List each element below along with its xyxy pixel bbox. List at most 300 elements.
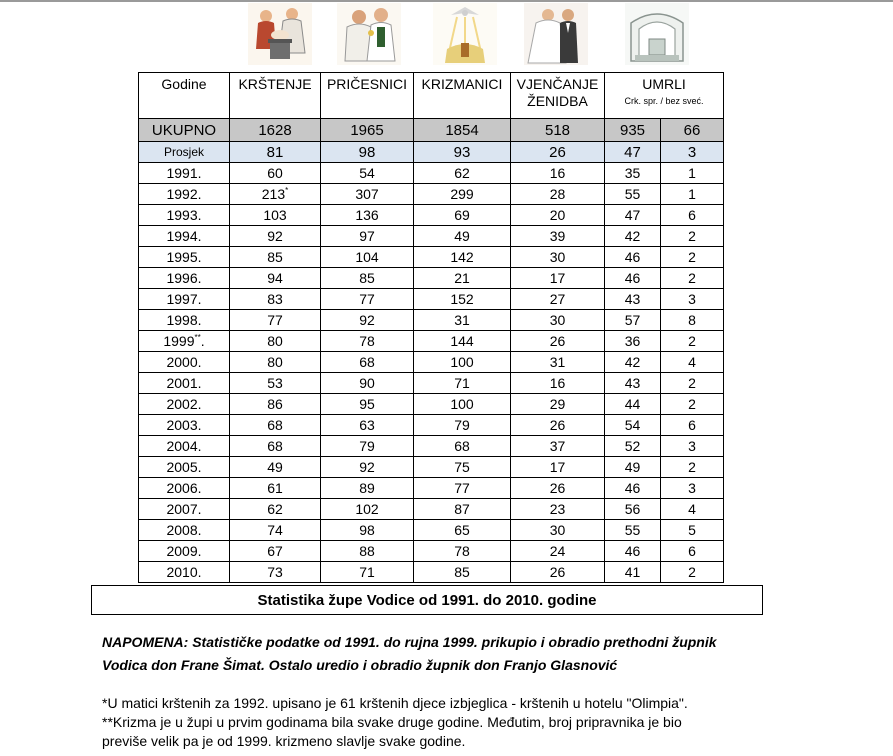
value-text: 26 xyxy=(549,417,566,433)
table-row xyxy=(139,520,724,541)
value-text: 21 xyxy=(454,270,470,286)
value-cell xyxy=(605,247,661,268)
year-label: 1992. xyxy=(166,186,202,202)
value-cell xyxy=(605,562,661,583)
value-cell xyxy=(414,499,511,520)
value-text: 3 xyxy=(688,438,696,454)
value-cell xyxy=(321,247,414,268)
average-cell: 98 xyxy=(321,142,414,163)
value-cell xyxy=(605,226,661,247)
year-cell xyxy=(139,352,230,373)
column-header-krstenje: KRŠTENJE xyxy=(230,73,321,119)
napomena-note xyxy=(102,631,802,677)
year-cell xyxy=(139,268,230,289)
average-cell: 47 xyxy=(605,142,661,163)
value-cell xyxy=(414,520,511,541)
value-text: 36 xyxy=(624,333,641,349)
value-text: 79 xyxy=(454,417,470,433)
value-text: 55 xyxy=(624,186,641,202)
totals-cell: 518 xyxy=(511,119,605,142)
year-suffix: . xyxy=(200,333,205,349)
value-text: 63 xyxy=(359,417,375,433)
table-row xyxy=(139,541,724,562)
value-cell xyxy=(230,373,321,394)
value-text: 68 xyxy=(267,417,283,433)
year-cell xyxy=(139,226,230,247)
value-text: 79 xyxy=(359,438,375,454)
value-footnote-mark: * xyxy=(285,186,289,195)
year-cell xyxy=(139,394,230,415)
column-header-umrli-label: UMRLI xyxy=(642,76,686,92)
first-communion-icon xyxy=(337,3,401,65)
value-cell xyxy=(605,310,661,331)
table-row xyxy=(139,310,724,331)
value-cell xyxy=(511,310,605,331)
value-cell xyxy=(321,289,414,310)
value-cell xyxy=(605,373,661,394)
table-row xyxy=(139,373,724,394)
footnotes xyxy=(102,694,782,751)
year-label: 1999 xyxy=(163,333,195,349)
value-cell xyxy=(414,247,511,268)
average-cell: 81 xyxy=(230,142,321,163)
value-cell xyxy=(321,226,414,247)
value-text: 60 xyxy=(267,165,283,181)
value-cell xyxy=(321,163,414,184)
footnote-1: *U matici krštenih za 1992. upisano je 61 krštenih djece izbjeglica - krštenih u hotelu "Olimpia". xyxy=(102,695,688,711)
confirmation-icon xyxy=(433,3,497,65)
value-text: 23 xyxy=(549,501,566,517)
value-cell xyxy=(661,184,724,205)
value-text: 73 xyxy=(267,564,283,580)
value-cell xyxy=(230,163,321,184)
year-label: 1993. xyxy=(166,207,202,223)
value-text: 78 xyxy=(454,543,470,559)
value-cell xyxy=(605,268,661,289)
value-text: 28 xyxy=(549,186,566,202)
year-cell xyxy=(139,310,230,331)
value-cell xyxy=(661,394,724,415)
value-text: 46 xyxy=(624,480,641,496)
value-text: 26 xyxy=(549,564,566,580)
value-cell xyxy=(414,268,511,289)
value-text: 80 xyxy=(267,354,283,370)
year-label: 2007. xyxy=(166,501,202,517)
wedding-icon xyxy=(524,3,588,65)
value-text: 92 xyxy=(359,459,375,475)
value-cell xyxy=(605,499,661,520)
value-text: 53 xyxy=(267,375,283,391)
value-text: 24 xyxy=(549,543,566,559)
value-cell xyxy=(661,373,724,394)
value-cell xyxy=(321,310,414,331)
value-cell xyxy=(605,205,661,226)
year-cell xyxy=(139,478,230,499)
value-text: 8 xyxy=(688,312,696,328)
value-cell xyxy=(230,289,321,310)
value-text: 17 xyxy=(549,459,566,475)
value-cell xyxy=(321,541,414,562)
value-cell xyxy=(661,331,724,352)
value-text: 37 xyxy=(549,438,566,454)
value-text: 2 xyxy=(688,459,696,475)
value-cell xyxy=(661,205,724,226)
value-cell xyxy=(605,541,661,562)
value-text: 100 xyxy=(450,354,474,370)
value-cell xyxy=(321,415,414,436)
value-cell xyxy=(661,352,724,373)
value-text: 88 xyxy=(359,543,375,559)
value-cell xyxy=(230,415,321,436)
value-cell xyxy=(511,499,605,520)
value-cell xyxy=(230,268,321,289)
value-text: 95 xyxy=(359,396,375,412)
value-cell xyxy=(605,163,661,184)
value-cell xyxy=(321,184,414,205)
value-cell xyxy=(230,499,321,520)
year-label: 1996. xyxy=(166,270,202,286)
value-text: 49 xyxy=(624,459,641,475)
column-header-umrli xyxy=(605,73,724,119)
value-cell xyxy=(414,163,511,184)
value-cell xyxy=(414,310,511,331)
value-cell xyxy=(321,352,414,373)
value-text: 213 xyxy=(261,186,286,202)
value-cell xyxy=(321,562,414,583)
funeral-chapel-icon xyxy=(625,3,689,65)
value-text: 65 xyxy=(454,522,470,538)
table-row xyxy=(139,562,724,583)
value-cell xyxy=(321,436,414,457)
average-cell: 93 xyxy=(414,142,511,163)
value-cell xyxy=(230,520,321,541)
average-cell: 26 xyxy=(511,142,605,163)
value-text: 30 xyxy=(549,522,566,538)
value-text: 77 xyxy=(454,480,470,496)
value-text: 307 xyxy=(355,186,379,202)
value-text: 68 xyxy=(454,438,470,454)
value-cell xyxy=(230,310,321,331)
value-text: 46 xyxy=(624,543,641,559)
value-cell xyxy=(414,457,511,478)
value-cell xyxy=(230,478,321,499)
value-text: 4 xyxy=(688,501,696,517)
value-cell xyxy=(511,394,605,415)
column-header-krizmanici: KRIZMANICI xyxy=(414,73,511,119)
value-cell xyxy=(414,478,511,499)
value-text: 44 xyxy=(624,396,641,412)
value-cell xyxy=(511,436,605,457)
value-cell xyxy=(661,310,724,331)
year-label: 1998. xyxy=(166,312,202,328)
year-label: 2010. xyxy=(166,564,202,580)
year-label: 1991. xyxy=(166,165,202,181)
value-text: 46 xyxy=(624,249,641,265)
table-row xyxy=(139,205,724,226)
table-row xyxy=(139,289,724,310)
value-cell xyxy=(511,520,605,541)
value-text: 98 xyxy=(359,522,375,538)
value-cell xyxy=(414,205,511,226)
value-text: 68 xyxy=(359,354,375,370)
year-label: 2005. xyxy=(166,459,202,475)
value-cell xyxy=(321,478,414,499)
value-text: 6 xyxy=(688,543,696,559)
value-cell xyxy=(230,184,321,205)
value-cell xyxy=(511,247,605,268)
average-label: Prosjek xyxy=(139,142,230,163)
value-text: 47 xyxy=(624,207,641,223)
value-cell xyxy=(230,226,321,247)
value-text: 49 xyxy=(267,459,283,475)
value-text: 39 xyxy=(549,228,566,244)
value-text: 85 xyxy=(454,564,470,580)
value-cell xyxy=(321,394,414,415)
statistics-table xyxy=(138,72,724,583)
year-label: 2003. xyxy=(166,417,202,433)
value-text: 31 xyxy=(549,354,566,370)
value-cell xyxy=(414,331,511,352)
year-label: 2009. xyxy=(166,543,202,559)
value-cell xyxy=(230,541,321,562)
value-text: 2 xyxy=(688,228,696,244)
table-row xyxy=(139,457,724,478)
value-text: 56 xyxy=(624,501,641,517)
value-cell xyxy=(414,289,511,310)
value-text: 46 xyxy=(624,270,641,286)
value-text: 52 xyxy=(624,438,641,454)
value-cell xyxy=(661,415,724,436)
value-text: 2 xyxy=(688,375,696,391)
value-text: 62 xyxy=(454,165,470,181)
value-text: 94 xyxy=(267,270,283,286)
table-row xyxy=(139,394,724,415)
value-cell xyxy=(511,331,605,352)
value-text: 71 xyxy=(454,375,470,391)
value-text: 2 xyxy=(688,249,696,265)
table-row xyxy=(139,436,724,457)
napomena-line-1: NAPOMENA: Statističke podatke od 1991. do rujna 1999. prikupio i obradio prethodni župnik xyxy=(102,634,717,650)
value-cell xyxy=(230,436,321,457)
value-text: 26 xyxy=(549,333,566,349)
table-caption: Statistika župe Vodice od 1991. do 2010. godine xyxy=(91,585,763,615)
value-cell xyxy=(230,394,321,415)
value-text: 2 xyxy=(688,333,696,349)
value-cell xyxy=(321,457,414,478)
value-text: 27 xyxy=(549,291,566,307)
value-text: 85 xyxy=(359,270,375,286)
value-text: 67 xyxy=(267,543,283,559)
value-text: 29 xyxy=(549,396,566,412)
value-text: 2 xyxy=(688,270,696,286)
value-cell xyxy=(321,331,414,352)
value-cell xyxy=(661,268,724,289)
value-text: 78 xyxy=(359,333,375,349)
value-cell xyxy=(605,457,661,478)
value-text: 77 xyxy=(359,291,375,307)
value-cell xyxy=(511,562,605,583)
value-text: 85 xyxy=(267,249,283,265)
value-cell xyxy=(661,457,724,478)
totals-cell: 1854 xyxy=(414,119,511,142)
year-label: 2006. xyxy=(166,480,202,496)
value-cell xyxy=(230,205,321,226)
value-cell xyxy=(321,499,414,520)
value-cell xyxy=(511,226,605,247)
year-label: 2000. xyxy=(166,354,202,370)
value-cell xyxy=(511,268,605,289)
baptism-icon xyxy=(248,3,312,65)
year-cell xyxy=(139,457,230,478)
value-cell xyxy=(511,415,605,436)
value-cell xyxy=(511,163,605,184)
value-text: 5 xyxy=(688,522,696,538)
value-text: 299 xyxy=(450,186,474,202)
value-cell xyxy=(661,226,724,247)
year-cell xyxy=(139,289,230,310)
value-cell xyxy=(321,205,414,226)
value-cell xyxy=(661,478,724,499)
napomena-line-2: Vodica don Frane Šimat. Ostalo uredio i obradio župnik don Franjo Glasnović xyxy=(102,657,618,673)
value-cell xyxy=(511,184,605,205)
value-cell xyxy=(511,289,605,310)
totals-cell: 1965 xyxy=(321,119,414,142)
value-cell xyxy=(605,352,661,373)
value-cell xyxy=(661,562,724,583)
value-cell xyxy=(414,394,511,415)
year-cell xyxy=(139,205,230,226)
column-header-umrli-sub: Crk. spr. / bez sveć. xyxy=(624,96,704,106)
value-text: 2 xyxy=(688,396,696,412)
value-cell xyxy=(230,247,321,268)
value-cell xyxy=(414,562,511,583)
value-cell xyxy=(230,457,321,478)
value-text: 41 xyxy=(624,564,641,580)
value-text: 43 xyxy=(624,291,641,307)
totals-label: UKUPNO xyxy=(139,119,230,142)
year-cell xyxy=(139,436,230,457)
year-label: 2008. xyxy=(166,522,202,538)
year-footnote-mark: ** xyxy=(194,333,201,342)
value-cell xyxy=(605,394,661,415)
value-text: 92 xyxy=(359,312,375,328)
value-cell xyxy=(414,415,511,436)
value-text: 6 xyxy=(688,417,696,433)
value-text: 54 xyxy=(359,165,375,181)
year-cell xyxy=(139,247,230,268)
value-cell xyxy=(605,184,661,205)
footnote-2-line-1: **Krizma je u župi u prvim godinama bila svake druge godine. Međutim, broj pripravnika je bio xyxy=(102,714,682,730)
value-text: 71 xyxy=(359,564,375,580)
totals-row xyxy=(139,119,724,142)
year-cell xyxy=(139,562,230,583)
year-label: 1997. xyxy=(166,291,202,307)
value-text: 74 xyxy=(267,522,283,538)
top-rule xyxy=(0,0,893,2)
value-cell xyxy=(511,352,605,373)
value-text: 61 xyxy=(267,480,283,496)
average-cell: 3 xyxy=(661,142,724,163)
column-header-godine: Godine xyxy=(139,73,230,119)
value-text: 3 xyxy=(688,480,696,496)
value-text: 92 xyxy=(267,228,283,244)
value-text: 69 xyxy=(454,207,470,223)
year-cell xyxy=(139,331,230,352)
value-text: 20 xyxy=(549,207,566,223)
value-text: 35 xyxy=(624,165,641,181)
value-text: 152 xyxy=(450,291,474,307)
table-row xyxy=(139,499,724,520)
value-text: 6 xyxy=(688,207,696,223)
column-header-vjencanje xyxy=(511,73,605,119)
value-text: 77 xyxy=(267,312,283,328)
value-text: 83 xyxy=(267,291,283,307)
value-cell xyxy=(414,184,511,205)
value-cell xyxy=(511,457,605,478)
year-cell xyxy=(139,163,230,184)
value-cell xyxy=(661,163,724,184)
totals-cell: 935 xyxy=(605,119,661,142)
column-header-vjencanje-line1: VJENČANJE xyxy=(516,76,599,92)
value-text: 103 xyxy=(263,207,287,223)
column-header-pricesnici: PRIČESNICI xyxy=(321,73,414,119)
value-cell xyxy=(605,478,661,499)
year-cell xyxy=(139,520,230,541)
value-text: 26 xyxy=(549,480,566,496)
year-cell xyxy=(139,184,230,205)
footnote-2-line-2: previše velik pa je od 1999. krizmeno slavlje svake godine. xyxy=(102,733,466,749)
year-cell xyxy=(139,415,230,436)
year-label: 1995. xyxy=(166,249,202,265)
value-text: 75 xyxy=(454,459,470,475)
table-row xyxy=(139,415,724,436)
value-text: 100 xyxy=(450,396,474,412)
value-text: 2 xyxy=(688,564,696,580)
value-text: 16 xyxy=(549,165,566,181)
table-row xyxy=(139,478,724,499)
value-cell xyxy=(511,373,605,394)
value-text: 16 xyxy=(549,375,566,391)
value-cell xyxy=(605,415,661,436)
value-text: 55 xyxy=(624,522,641,538)
table-row xyxy=(139,184,724,205)
value-cell xyxy=(230,562,321,583)
value-text: 102 xyxy=(355,501,379,517)
value-text: 17 xyxy=(549,270,566,286)
value-text: 68 xyxy=(267,438,283,454)
year-cell xyxy=(139,499,230,520)
value-cell xyxy=(414,541,511,562)
value-cell xyxy=(661,499,724,520)
value-cell xyxy=(661,247,724,268)
table-row xyxy=(139,163,724,184)
value-text: 144 xyxy=(450,333,474,349)
value-cell xyxy=(321,268,414,289)
value-text: 62 xyxy=(267,501,283,517)
year-cell xyxy=(139,373,230,394)
value-text: 97 xyxy=(359,228,375,244)
value-text: 49 xyxy=(454,228,470,244)
year-label: 1994. xyxy=(166,228,202,244)
value-text: 1 xyxy=(688,186,696,202)
value-cell xyxy=(321,520,414,541)
value-cell xyxy=(605,520,661,541)
value-cell xyxy=(661,541,724,562)
value-cell xyxy=(661,520,724,541)
table-row xyxy=(139,331,724,352)
value-cell xyxy=(605,331,661,352)
value-cell xyxy=(605,436,661,457)
